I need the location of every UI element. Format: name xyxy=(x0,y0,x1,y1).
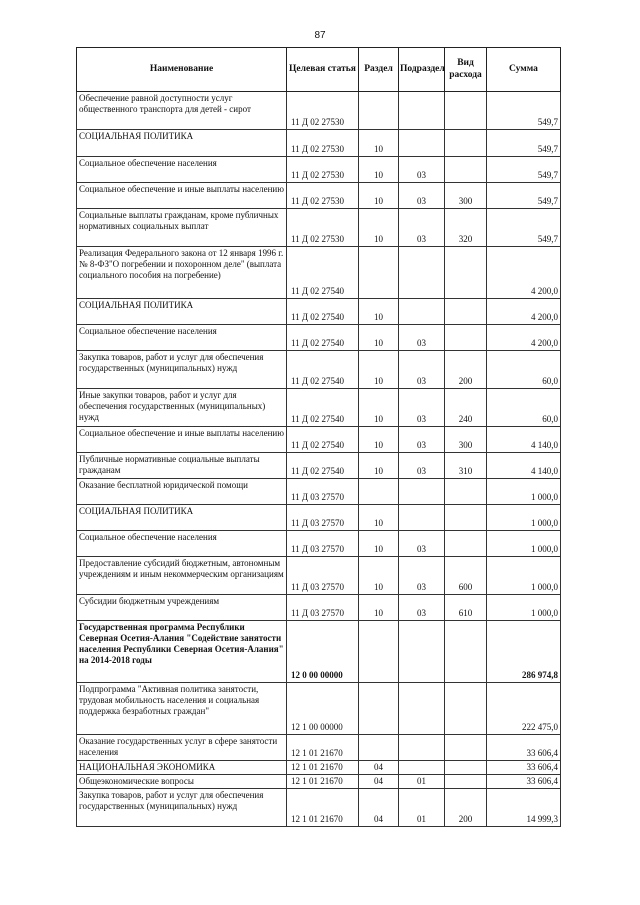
cell-sum: 1 000,0 xyxy=(487,595,561,621)
table-body xyxy=(77,92,561,827)
cell-target: 11 Д 02 27540 xyxy=(287,351,359,389)
cell-name: Предоставление субсидий бюджетным, автономным учреждениям и иным некоммерческим организациям xyxy=(77,557,287,595)
cell-sum: 33 606,4 xyxy=(487,761,561,775)
cell-section: 10 xyxy=(359,183,399,209)
cell-subsection xyxy=(399,247,445,299)
cell-section: 10 xyxy=(359,130,399,157)
cell-section: 10 xyxy=(359,299,399,325)
cell-subsection: 03 xyxy=(399,453,445,479)
cell-expense-type: 300 xyxy=(445,427,487,453)
cell-expense-type xyxy=(445,505,487,531)
cell-subsection: 03 xyxy=(399,325,445,351)
cell-name: Реализация Федерального закона от 12 января 1996 г. № 8-ФЗ"О погребении и похоронном деле" (выплата социального пособия на погребение) xyxy=(77,247,287,299)
cell-name: СОЦИАЛЬНАЯ ПОЛИТИКА xyxy=(77,130,287,157)
cell-name: Закупка товаров, работ и услуг для обеспечения государственных (муниципальных) нужд xyxy=(77,351,287,389)
header-expense-type: Вид расхода xyxy=(445,48,487,92)
table-row xyxy=(77,92,561,130)
cell-section: 04 xyxy=(359,788,399,826)
cell-subsection: 03 xyxy=(399,595,445,621)
cell-sum: 4 200,0 xyxy=(487,299,561,325)
cell-name: Социальное обеспечение населения xyxy=(77,325,287,351)
cell-sum: 4 200,0 xyxy=(487,325,561,351)
cell-expense-type xyxy=(445,157,487,183)
cell-target: 11 Д 03 27570 xyxy=(287,505,359,531)
cell-target: 12 1 01 21670 xyxy=(287,788,359,826)
table-row xyxy=(77,427,561,453)
cell-expense-type xyxy=(445,325,487,351)
cell-name: Подпрограмма "Активная политика занятости, трудовая мобильность населения и социальная поддержка безработных граждан" xyxy=(77,683,287,735)
cell-name: Социальное обеспечение населения xyxy=(77,157,287,183)
cell-section xyxy=(359,735,399,761)
table-row xyxy=(77,621,561,683)
cell-name: Публичные нормативные социальные выплаты гражданам xyxy=(77,453,287,479)
cell-target: 11 Д 02 27530 xyxy=(287,157,359,183)
table-row xyxy=(77,735,561,761)
cell-subsection: 03 xyxy=(399,531,445,557)
cell-section xyxy=(359,621,399,683)
cell-sum: 4 140,0 xyxy=(487,453,561,479)
cell-section: 10 xyxy=(359,453,399,479)
cell-section: 10 xyxy=(359,209,399,247)
cell-target: 11 Д 02 27530 xyxy=(287,183,359,209)
cell-section: 10 xyxy=(359,389,399,427)
table-row xyxy=(77,130,561,157)
cell-section: 10 xyxy=(359,557,399,595)
cell-target: 11 Д 03 27570 xyxy=(287,531,359,557)
cell-sum: 1 000,0 xyxy=(487,531,561,557)
cell-subsection: 03 xyxy=(399,389,445,427)
table-row xyxy=(77,247,561,299)
cell-subsection: 01 xyxy=(399,788,445,826)
cell-target: 11 Д 02 27540 xyxy=(287,299,359,325)
cell-sum: 60,0 xyxy=(487,389,561,427)
header-subsection: Подраздел xyxy=(399,48,445,92)
cell-target: 11 Д 02 27540 xyxy=(287,453,359,479)
cell-expense-type xyxy=(445,774,487,788)
cell-name: СОЦИАЛЬНАЯ ПОЛИТИКА xyxy=(77,299,287,325)
cell-name: Социальные выплаты гражданам, кроме публичных нормативных социальных выплат xyxy=(77,209,287,247)
cell-target: 11 Д 03 27570 xyxy=(287,557,359,595)
cell-section xyxy=(359,92,399,130)
cell-subsection: 01 xyxy=(399,774,445,788)
header-target: Целевая статья xyxy=(287,48,359,92)
table-row xyxy=(77,325,561,351)
cell-expense-type: 200 xyxy=(445,788,487,826)
cell-expense-type xyxy=(445,479,487,505)
cell-expense-type xyxy=(445,130,487,157)
cell-name: СОЦИАЛЬНАЯ ПОЛИТИКА xyxy=(77,505,287,531)
cell-subsection xyxy=(399,479,445,505)
cell-name: Общеэкономические вопросы xyxy=(77,774,287,788)
cell-name: Закупка товаров, работ и услуг для обеспечения государственных (муниципальных) нужд xyxy=(77,788,287,826)
cell-target: 11 Д 02 27540 xyxy=(287,427,359,453)
cell-name: Субсидии бюджетным учреждениям xyxy=(77,595,287,621)
cell-sum: 222 475,0 xyxy=(487,683,561,735)
table-row xyxy=(77,761,561,775)
budget-table xyxy=(76,47,561,827)
cell-sum: 1 000,0 xyxy=(487,479,561,505)
table-row xyxy=(77,351,561,389)
cell-subsection xyxy=(399,92,445,130)
cell-expense-type xyxy=(445,247,487,299)
cell-subsection xyxy=(399,735,445,761)
cell-expense-type xyxy=(445,683,487,735)
cell-expense-type xyxy=(445,761,487,775)
cell-sum: 4 200,0 xyxy=(487,247,561,299)
cell-sum: 549,7 xyxy=(487,92,561,130)
cell-target: 11 Д 02 27530 xyxy=(287,92,359,130)
table-row xyxy=(77,183,561,209)
table-row xyxy=(77,774,561,788)
table-row xyxy=(77,531,561,557)
cell-target: 11 Д 02 27540 xyxy=(287,325,359,351)
cell-target: 11 Д 03 27570 xyxy=(287,479,359,505)
cell-expense-type: 600 xyxy=(445,557,487,595)
cell-sum: 1 000,0 xyxy=(487,557,561,595)
cell-expense-type: 300 xyxy=(445,183,487,209)
table-row xyxy=(77,299,561,325)
cell-section: 10 xyxy=(359,157,399,183)
header-section: Раздел xyxy=(359,48,399,92)
cell-section: 10 xyxy=(359,427,399,453)
cell-target: 11 Д 02 27540 xyxy=(287,247,359,299)
cell-expense-type: 320 xyxy=(445,209,487,247)
cell-subsection xyxy=(399,621,445,683)
cell-section: 10 xyxy=(359,351,399,389)
cell-subsection: 03 xyxy=(399,209,445,247)
cell-subsection xyxy=(399,130,445,157)
cell-sum: 286 974,8 xyxy=(487,621,561,683)
cell-sum: 1 000,0 xyxy=(487,505,561,531)
header-sum: Сумма xyxy=(487,48,561,92)
cell-name: НАЦИОНАЛЬНАЯ ЭКОНОМИКА xyxy=(77,761,287,775)
cell-name: Оказание государственных услуг в сфере занятости населения xyxy=(77,735,287,761)
cell-section: 10 xyxy=(359,325,399,351)
cell-expense-type: 610 xyxy=(445,595,487,621)
cell-target: 12 1 01 21670 xyxy=(287,761,359,775)
cell-sum: 549,7 xyxy=(487,157,561,183)
cell-section: 10 xyxy=(359,505,399,531)
cell-sum: 4 140,0 xyxy=(487,427,561,453)
cell-expense-type xyxy=(445,735,487,761)
table-row xyxy=(77,683,561,735)
cell-subsection xyxy=(399,505,445,531)
table-row xyxy=(77,479,561,505)
cell-subsection: 03 xyxy=(399,427,445,453)
cell-section: 10 xyxy=(359,595,399,621)
cell-name: Обеспечение равной доступности услуг общественного транспорта для детей - сирот xyxy=(77,92,287,130)
cell-name: Иные закупки товаров, работ и услуг для обеспечения государственных (муниципальных) нужд xyxy=(77,389,287,427)
page-number: 87 xyxy=(314,30,326,41)
cell-name: Социальное обеспечение и иные выплаты населению xyxy=(77,183,287,209)
cell-name: Социальное обеспечение и иные выплаты населению xyxy=(77,427,287,453)
table-row xyxy=(77,209,561,247)
cell-subsection xyxy=(399,683,445,735)
cell-sum: 549,7 xyxy=(487,130,561,157)
cell-target: 11 Д 02 27540 xyxy=(287,389,359,427)
table-row xyxy=(77,788,561,826)
cell-subsection: 03 xyxy=(399,351,445,389)
cell-expense-type: 310 xyxy=(445,453,487,479)
cell-expense-type xyxy=(445,299,487,325)
cell-name: Государственная программа Республики Северная Осетия-Алания "Содействие занятости населения Республики Северная Осетия-Алания" на 2014-2018 годы xyxy=(77,621,287,683)
cell-section xyxy=(359,479,399,505)
cell-sum: 14 999,3 xyxy=(487,788,561,826)
cell-subsection xyxy=(399,761,445,775)
table-row xyxy=(77,505,561,531)
cell-name: Социальное обеспечение населения xyxy=(77,531,287,557)
table-row xyxy=(77,595,561,621)
cell-target: 11 Д 02 27530 xyxy=(287,209,359,247)
table-row xyxy=(77,557,561,595)
cell-target: 11 Д 02 27530 xyxy=(287,130,359,157)
cell-expense-type xyxy=(445,531,487,557)
cell-section xyxy=(359,247,399,299)
table-row xyxy=(77,389,561,427)
table-row xyxy=(77,157,561,183)
cell-section: 04 xyxy=(359,774,399,788)
cell-expense-type: 200 xyxy=(445,351,487,389)
cell-expense-type: 240 xyxy=(445,389,487,427)
cell-name: Оказание бесплатной юридической помощи xyxy=(77,479,287,505)
cell-subsection xyxy=(399,299,445,325)
cell-sum: 33 606,4 xyxy=(487,774,561,788)
cell-sum: 549,7 xyxy=(487,209,561,247)
cell-section: 10 xyxy=(359,531,399,557)
cell-subsection: 03 xyxy=(399,183,445,209)
cell-target: 12 1 00 00000 xyxy=(287,683,359,735)
table-row xyxy=(77,453,561,479)
cell-target: 12 1 01 21670 xyxy=(287,735,359,761)
header-name: Наименование xyxy=(77,48,287,92)
cell-subsection: 03 xyxy=(399,557,445,595)
cell-sum: 33 606,4 xyxy=(487,735,561,761)
cell-subsection: 03 xyxy=(399,157,445,183)
cell-target: 12 0 00 00000 xyxy=(287,621,359,683)
cell-sum: 549,7 xyxy=(487,183,561,209)
cell-target: 11 Д 03 27570 xyxy=(287,595,359,621)
cell-expense-type xyxy=(445,621,487,683)
cell-sum: 60,0 xyxy=(487,351,561,389)
cell-section xyxy=(359,683,399,735)
table-header-row xyxy=(77,48,561,92)
cell-section: 04 xyxy=(359,761,399,775)
cell-expense-type xyxy=(445,92,487,130)
cell-target: 12 1 01 21670 xyxy=(287,774,359,788)
